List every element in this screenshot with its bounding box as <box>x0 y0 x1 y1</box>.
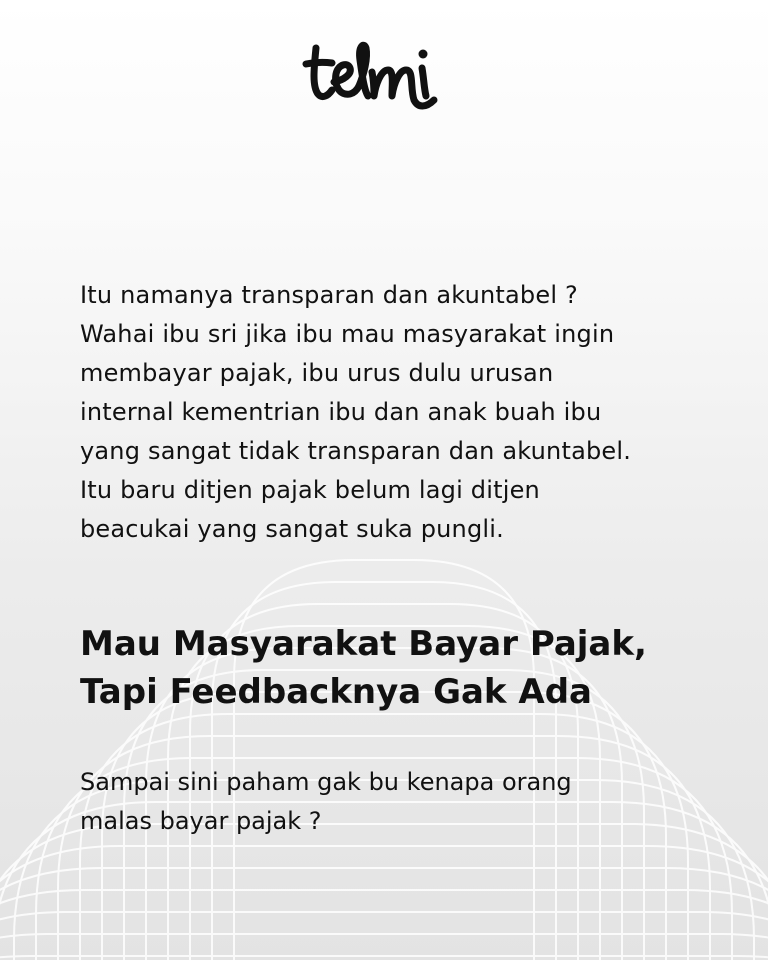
background-arch-line <box>0 890 768 960</box>
headline-line: Mau Masyarakat Bayar Pajak, <box>80 624 647 664</box>
closing-line: Sampai sini paham gak bu kenapa orang <box>80 768 572 796</box>
intro-line: internal kementrian ibu dan anak buah ibu <box>80 398 602 426</box>
background-arch-line <box>0 868 768 960</box>
intro-line: Itu baru ditjen pajak belum lagi ditjen <box>80 476 540 504</box>
telmi-logo <box>302 38 442 110</box>
intro-line: membayar pajak, ibu urus dulu urusan <box>80 359 554 387</box>
intro-paragraph <box>80 276 740 549</box>
background-arch-line <box>0 846 768 960</box>
intro-line: yang sangat tidak transparan dan akuntabel. <box>80 437 632 465</box>
headline <box>80 620 750 716</box>
background-arch-line <box>0 912 768 960</box>
background-arch-line <box>0 824 768 960</box>
closing-line: malas bayar pajak ? <box>80 807 322 835</box>
intro-line: beacukai yang sangat suka pungli. <box>80 515 504 543</box>
intro-line: Wahai ibu sri jika ibu mau masyarakat ingin <box>80 320 615 348</box>
headline-line: Tapi Feedbacknya Gak Ada <box>80 672 592 712</box>
background-arch-line <box>0 956 768 960</box>
intro-line: Itu namanya transparan dan akuntabel ? <box>80 281 578 309</box>
closing-paragraph <box>80 763 740 841</box>
